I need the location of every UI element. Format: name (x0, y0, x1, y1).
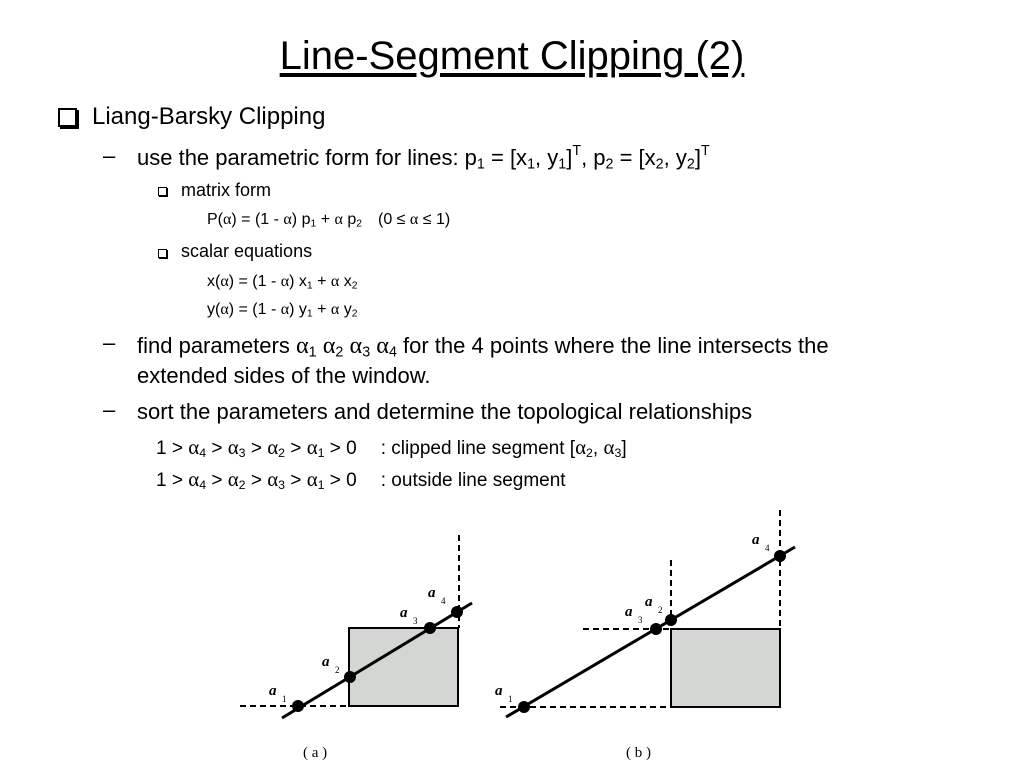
heading-liang-barsky: Liang-Barsky Clipping (92, 103, 326, 130)
intersection-point-a3 (424, 622, 436, 634)
intersection-point-b3 (650, 623, 662, 635)
alpha-label: a (752, 532, 760, 548)
intersection-point-a4 (451, 606, 463, 618)
scalar-equations-label: scalar equations (181, 241, 313, 261)
alpha-subscript: 2 (658, 605, 663, 615)
dash-bullet-icon: – (103, 397, 116, 422)
diagram-b (495, 510, 795, 761)
intersection-point-b1 (518, 701, 530, 713)
intersection-point-a2 (344, 671, 356, 683)
caption-a: ( a ) (303, 745, 328, 761)
dash-bullet-icon: – (103, 330, 116, 355)
alpha-subscript: 1 (508, 694, 513, 704)
alpha-label: a (322, 654, 330, 670)
alpha-subscript: 4 (441, 596, 446, 606)
case-outside-segment: $1 > \alpha_4 > \alpha_2 > \alpha_3 > \alpha_1 > 0$ : outside line segment (156, 467, 566, 493)
sort-parameters-line: sort the parameters and determine the topological relationships (137, 399, 753, 424)
clip-window-b (671, 629, 780, 707)
alpha-subscript: 3 (638, 615, 643, 625)
diagram-a (240, 535, 472, 761)
matrix-form-label: matrix form (181, 180, 271, 200)
case-clipped-segment: $1 > \alpha_4 > \alpha_3 > \alpha_2 > \alpha_1 > 0$ : clipped line segment [$\alpha_2$, $\alpha_3$] (156, 435, 627, 461)
scalar-x-equation: x(α) = (1 - α) $x_1 + \alpha$ $x_2$ (207, 273, 358, 292)
alpha-subscript: 4 (765, 543, 770, 553)
matrix-form-equation: P(α) = (1 - α) $p_1 + \alpha$ $p_2$ (0 ≤ α ≤ 1) (207, 211, 451, 230)
alpha-label: a (269, 683, 277, 699)
caption-b: ( b ) (626, 745, 651, 761)
slide-title: Line-Segment Clipping (2) (279, 34, 745, 78)
dash-bullet-icon: – (103, 143, 116, 168)
alpha-label: a (625, 604, 633, 620)
alpha-subscript: 2 (335, 665, 340, 675)
alpha-subscript: 1 (282, 694, 287, 704)
parametric-form-line: use the parametric form for lines: $p_1 = [x_1$, $y_1]^T$, $p_2 = [x_2$, $y_2]^T$ (137, 143, 710, 173)
scalar-y-equation: y(α) = (1 - α) $y_1 + \alpha$ $y_2$ (207, 301, 358, 320)
intersection-point-b4 (774, 550, 786, 562)
alpha-label: a (645, 594, 653, 610)
find-parameters-line: find parameters $\alpha_1$ $\alpha_2$ $\alpha_3$ $\alpha_4$ for the 4 points where the line intersects the (137, 332, 829, 361)
alpha-subscript: 3 (413, 616, 418, 626)
intersection-point-b2 (665, 614, 677, 626)
alpha-label: a (428, 585, 436, 601)
find-parameters-line-2: extended sides of the window. (137, 363, 431, 388)
intersection-point-a1 (292, 700, 304, 712)
alpha-label: a (495, 683, 503, 699)
alpha-label: a (400, 605, 408, 621)
